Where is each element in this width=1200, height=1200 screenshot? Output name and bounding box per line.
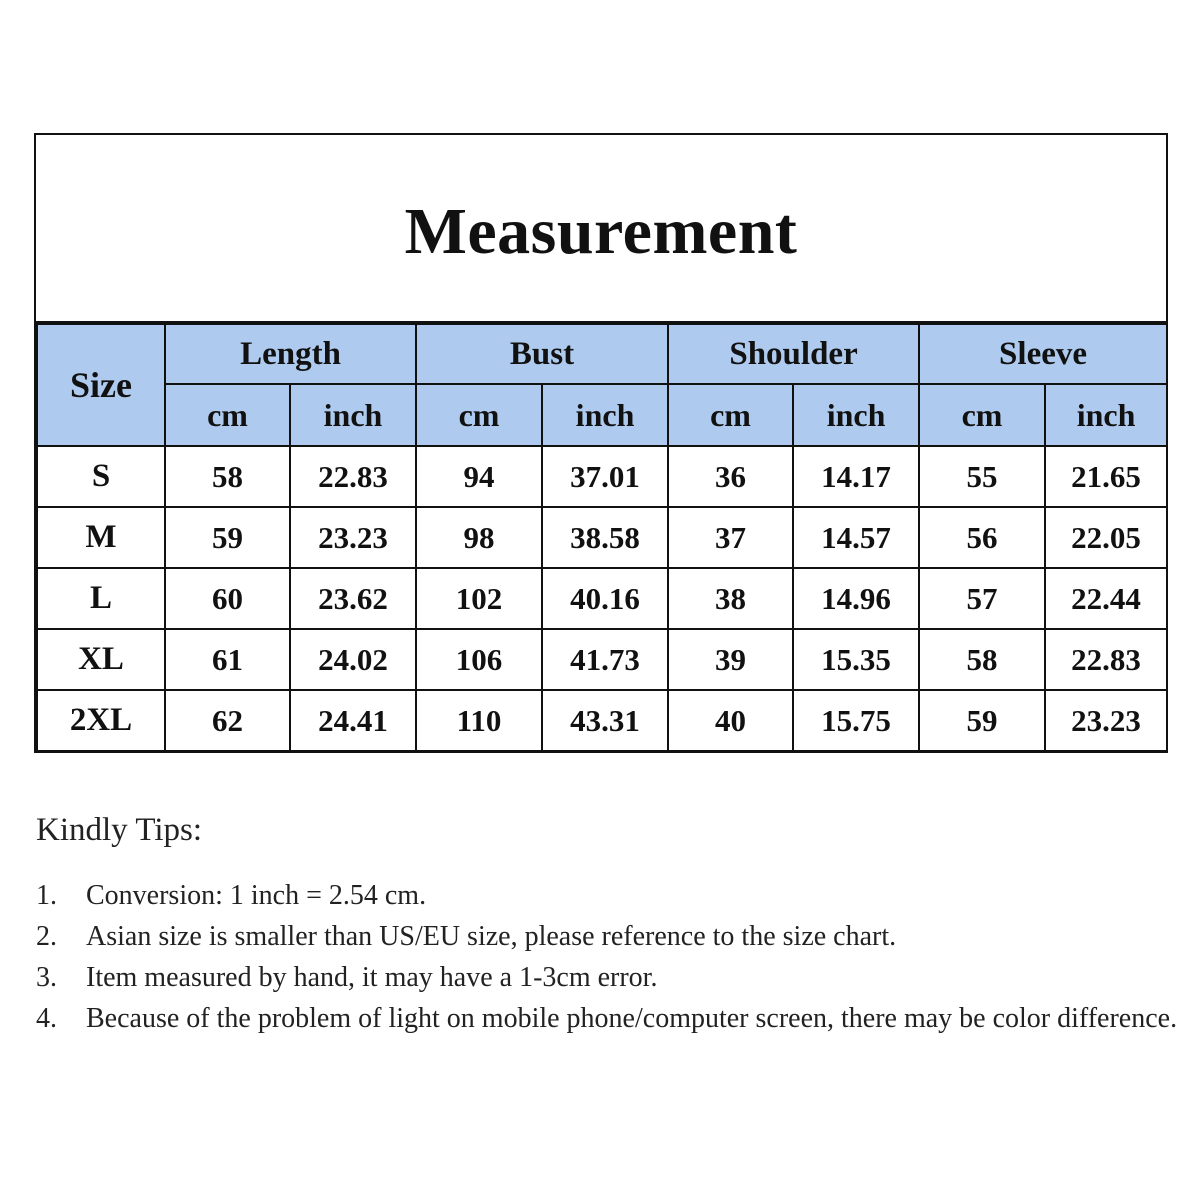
size-cell: S	[37, 446, 165, 507]
size-chart	[34, 133, 1168, 753]
table-cell: 60	[165, 568, 290, 629]
table-cell: 22.83	[1045, 629, 1167, 690]
size-cell: XL	[37, 629, 165, 690]
table-row	[37, 446, 1167, 507]
chart-title: Measurement	[404, 195, 798, 268]
tip-text: Conversion: 1 inch = 2.54 cm.	[86, 880, 427, 911]
table-cell: 24.41	[290, 690, 416, 751]
table-cell: 102	[416, 568, 542, 629]
size-cell: M	[37, 507, 165, 568]
bust-cm-header: cm	[416, 384, 542, 446]
table-cell: 14.17	[793, 446, 919, 507]
table-cell: 40	[668, 690, 793, 751]
table-cell: 22.05	[1045, 507, 1167, 568]
table-cell: 37	[668, 507, 793, 568]
table-cell: 58	[919, 629, 1045, 690]
table-cell: 36	[668, 446, 793, 507]
table-cell: 61	[165, 629, 290, 690]
tip-item	[36, 917, 1196, 957]
table-cell: 23.62	[290, 568, 416, 629]
table-row	[37, 629, 1167, 690]
sleeve-inch-header: inch	[1045, 384, 1167, 446]
table-cell: 40.16	[542, 568, 668, 629]
table-cell: 22.83	[290, 446, 416, 507]
table-cell: 57	[919, 568, 1045, 629]
table-cell: 59	[165, 507, 290, 568]
tip-number: 1.	[36, 880, 57, 911]
shoulder-header: Shoulder	[668, 324, 919, 384]
table-cell: 14.96	[793, 568, 919, 629]
table-cell: 94	[416, 446, 542, 507]
table-cell: 106	[416, 629, 542, 690]
tip-item	[36, 999, 1196, 1039]
table-cell: 23.23	[290, 507, 416, 568]
tip-number: 3.	[36, 962, 57, 993]
table-cell: 39	[668, 629, 793, 690]
table-cell: 59	[919, 690, 1045, 751]
table-cell: 15.35	[793, 629, 919, 690]
shoulder-inch-header: inch	[793, 384, 919, 446]
table-cell: 23.23	[1045, 690, 1167, 751]
table-cell: 38	[668, 568, 793, 629]
tip-text: Because of the problem of light on mobile phone/computer screen, there may be color difference.	[86, 1003, 1178, 1034]
tips-title: Kindly Tips:	[36, 812, 202, 848]
table-row	[37, 507, 1167, 568]
tips-list	[36, 876, 1196, 1040]
size-column-header: Size	[37, 324, 165, 446]
table-cell: 14.57	[793, 507, 919, 568]
sleeve-cm-header: cm	[919, 384, 1045, 446]
chart-title-row	[36, 135, 1166, 323]
tip-item	[36, 876, 1196, 916]
table-cell: 56	[919, 507, 1045, 568]
tip-item	[36, 958, 1196, 998]
table-cell: 22.44	[1045, 568, 1167, 629]
sleeve-header: Sleeve	[919, 324, 1167, 384]
table-cell: 62	[165, 690, 290, 751]
length-header: Length	[165, 324, 416, 384]
tip-text: Item measured by hand, it may have a 1-3cm error.	[86, 962, 658, 993]
length-inch-header: inch	[290, 384, 416, 446]
shoulder-cm-header: cm	[668, 384, 793, 446]
table-cell: 110	[416, 690, 542, 751]
tip-text: Asian size is smaller than US/EU size, please reference to the size chart.	[86, 921, 897, 952]
table-cell: 37.01	[542, 446, 668, 507]
table-cell: 21.65	[1045, 446, 1167, 507]
table-cell: 98	[416, 507, 542, 568]
length-cm-header: cm	[165, 384, 290, 446]
group-header-row	[37, 324, 1167, 384]
tip-number: 2.	[36, 921, 57, 952]
table-cell: 55	[919, 446, 1045, 507]
tip-number: 4.	[36, 1003, 57, 1034]
size-cell: L	[37, 568, 165, 629]
unit-header-row	[37, 384, 1167, 446]
size-table	[36, 323, 1168, 752]
table-cell: 38.58	[542, 507, 668, 568]
table-cell: 58	[165, 446, 290, 507]
table-row	[37, 568, 1167, 629]
bust-inch-header: inch	[542, 384, 668, 446]
table-cell: 24.02	[290, 629, 416, 690]
size-cell: 2XL	[37, 690, 165, 751]
table-row	[37, 690, 1167, 751]
bust-header: Bust	[416, 324, 668, 384]
table-cell: 15.75	[793, 690, 919, 751]
table-cell: 41.73	[542, 629, 668, 690]
table-cell: 43.31	[542, 690, 668, 751]
